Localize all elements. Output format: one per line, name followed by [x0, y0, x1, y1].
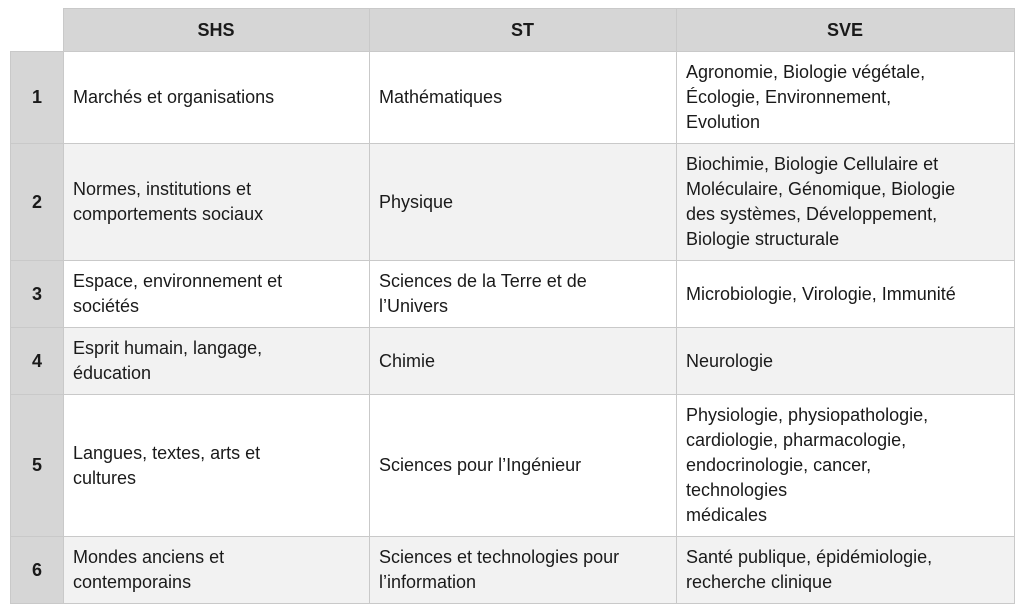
cell-sve: Agronomie, Biologie végétale, Écologie, Environnement, Evolution — [677, 52, 1015, 144]
cell-sve: Biochimie, Biologie Cellulaire et Moléculaire, Génomique, Biologie des systèmes, Développement, Biologie structurale — [677, 144, 1015, 261]
row-number: 4 — [11, 328, 64, 395]
header-row — [11, 9, 1015, 52]
table-row — [11, 395, 1015, 537]
header-shs: SHS — [64, 9, 370, 52]
cell-sve: Physiologie, physiopathologie, cardiologie, pharmacologie, endocrinologie, cancer, technologies médicales — [677, 395, 1015, 537]
cell-st: Sciences de la Terre et de l’Univers — [370, 261, 677, 328]
row-number: 1 — [11, 52, 64, 144]
cell-shs: Mondes anciens et contemporains — [64, 537, 370, 604]
header-sve: SVE — [677, 9, 1015, 52]
cell-st: Chimie — [370, 328, 677, 395]
row-number: 3 — [11, 261, 64, 328]
cell-st: Sciences pour l’Ingénieur — [370, 395, 677, 537]
cell-shs: Espace, environnement et sociétés — [64, 261, 370, 328]
cell-st: Mathématiques — [370, 52, 677, 144]
row-number: 5 — [11, 395, 64, 537]
cell-shs: Esprit humain, langage, éducation — [64, 328, 370, 395]
cell-st: Sciences et technologies pour l’information — [370, 537, 677, 604]
table-row — [11, 537, 1015, 604]
cell-shs: Marchés et organisations — [64, 52, 370, 144]
row-number: 6 — [11, 537, 64, 604]
cell-shs: Normes, institutions et comportements sociaux — [64, 144, 370, 261]
table-row — [11, 144, 1015, 261]
table-row — [11, 52, 1015, 144]
cell-shs: Langues, textes, arts et cultures — [64, 395, 370, 537]
corner-cell — [11, 9, 64, 52]
table-row — [11, 328, 1015, 395]
disciplines-table — [10, 8, 1015, 604]
row-number: 2 — [11, 144, 64, 261]
cell-st: Physique — [370, 144, 677, 261]
cell-sve: Microbiologie, Virologie, Immunité — [677, 261, 1015, 328]
cell-sve: Neurologie — [677, 328, 1015, 395]
header-st: ST — [370, 9, 677, 52]
cell-sve: Santé publique, épidémiologie, recherche clinique — [677, 537, 1015, 604]
table-row — [11, 261, 1015, 328]
